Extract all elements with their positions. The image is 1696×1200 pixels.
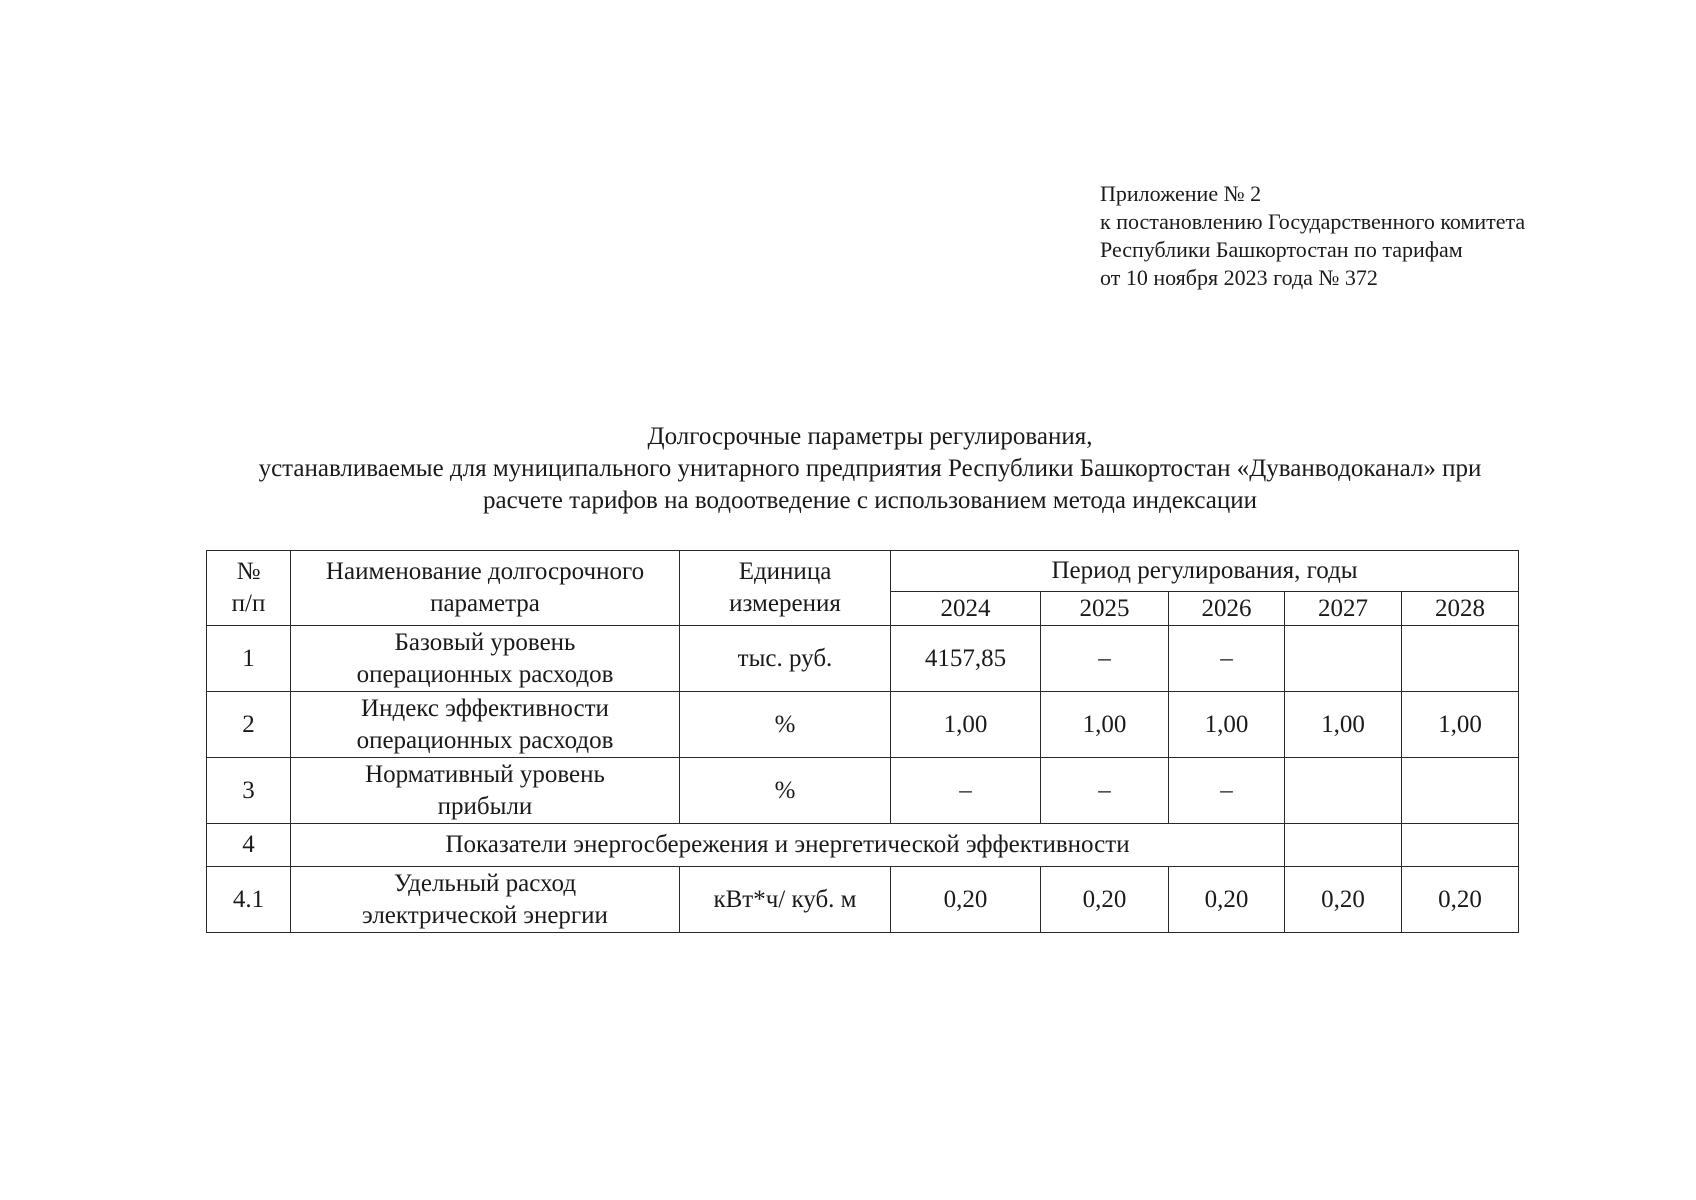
table-row [207,758,1519,824]
title-line: расчете тарифов на водоотведение с использованием метода индексации [483,487,1257,514]
table-row [207,626,1519,692]
row-num: 4.1 [207,867,291,933]
row-unit: кВт*ч/ куб. м [680,867,891,933]
row-num: 2 [207,692,291,758]
row-value: 1,00 [1041,692,1169,758]
header-row [207,551,1519,592]
appendix-line: к постановлению Государственного комитета [1100,209,1526,234]
row-value: 1,00 [1285,692,1402,758]
row-value: 1,00 [1402,692,1519,758]
appendix-line: Республики Башкортостан по тарифам [1100,237,1463,262]
row-value: – [1041,626,1169,692]
row-value: – [1041,758,1169,824]
row-value: – [1169,758,1285,824]
parameters-table [206,550,1519,933]
row-value: 1,00 [1169,692,1285,758]
row-value: 0,20 [1041,867,1169,933]
row-section-name: Показатели энергосбережения и энергетической эффективности [291,824,1285,867]
header-unit: Единица измерения [680,551,891,626]
row-name: Нормативный уровень прибыли [291,758,680,824]
appendix-line: Приложение № 2 [1100,181,1262,206]
row-value: 0,20 [891,867,1041,933]
table-row [207,867,1519,933]
row-value: 4157,85 [891,626,1041,692]
row-value: 0,20 [1402,867,1519,933]
row-name: Базовый уровень операционных расходов [291,626,680,692]
appendix-line: от 10 ноября 2023 года № 372 [1100,265,1378,290]
title-line: Долгосрочные параметры регулирования, [647,423,1093,450]
table-row [207,692,1519,758]
row-value: – [891,758,1041,824]
title-line: устанавливаемые для муниципального унитарного предприятия Республики Башкортостан «Дуванводоканал» при [258,455,1482,482]
table-row [207,824,1519,867]
row-unit: % [680,692,891,758]
row-value [1285,626,1402,692]
header-period: Период регулирования, годы [891,551,1519,592]
row-num: 4 [207,824,291,867]
row-value [1285,824,1402,867]
header-year: 2026 [1169,592,1285,626]
row-value [1402,626,1519,692]
row-num: 1 [207,626,291,692]
row-unit: % [680,758,891,824]
header-year: 2028 [1402,592,1519,626]
row-num: 3 [207,758,291,824]
row-value: 1,00 [891,692,1041,758]
header-year: 2025 [1041,592,1169,626]
document-title [140,421,1600,517]
header-year: 2024 [891,592,1041,626]
row-value [1402,824,1519,867]
row-value [1285,758,1402,824]
header-year: 2027 [1285,592,1402,626]
row-value: – [1169,626,1285,692]
row-value: 0,20 [1285,867,1402,933]
row-value [1402,758,1519,824]
row-unit: тыс. руб. [680,626,891,692]
header-name: Наименование долгосрочного параметра [291,551,680,626]
row-value: 0,20 [1169,867,1285,933]
appendix-header [1100,180,1525,292]
row-name: Удельный расход электрической энергии [291,867,680,933]
header-num: № п/п [207,551,291,626]
row-name: Индекс эффективности операционных расходов [291,692,680,758]
